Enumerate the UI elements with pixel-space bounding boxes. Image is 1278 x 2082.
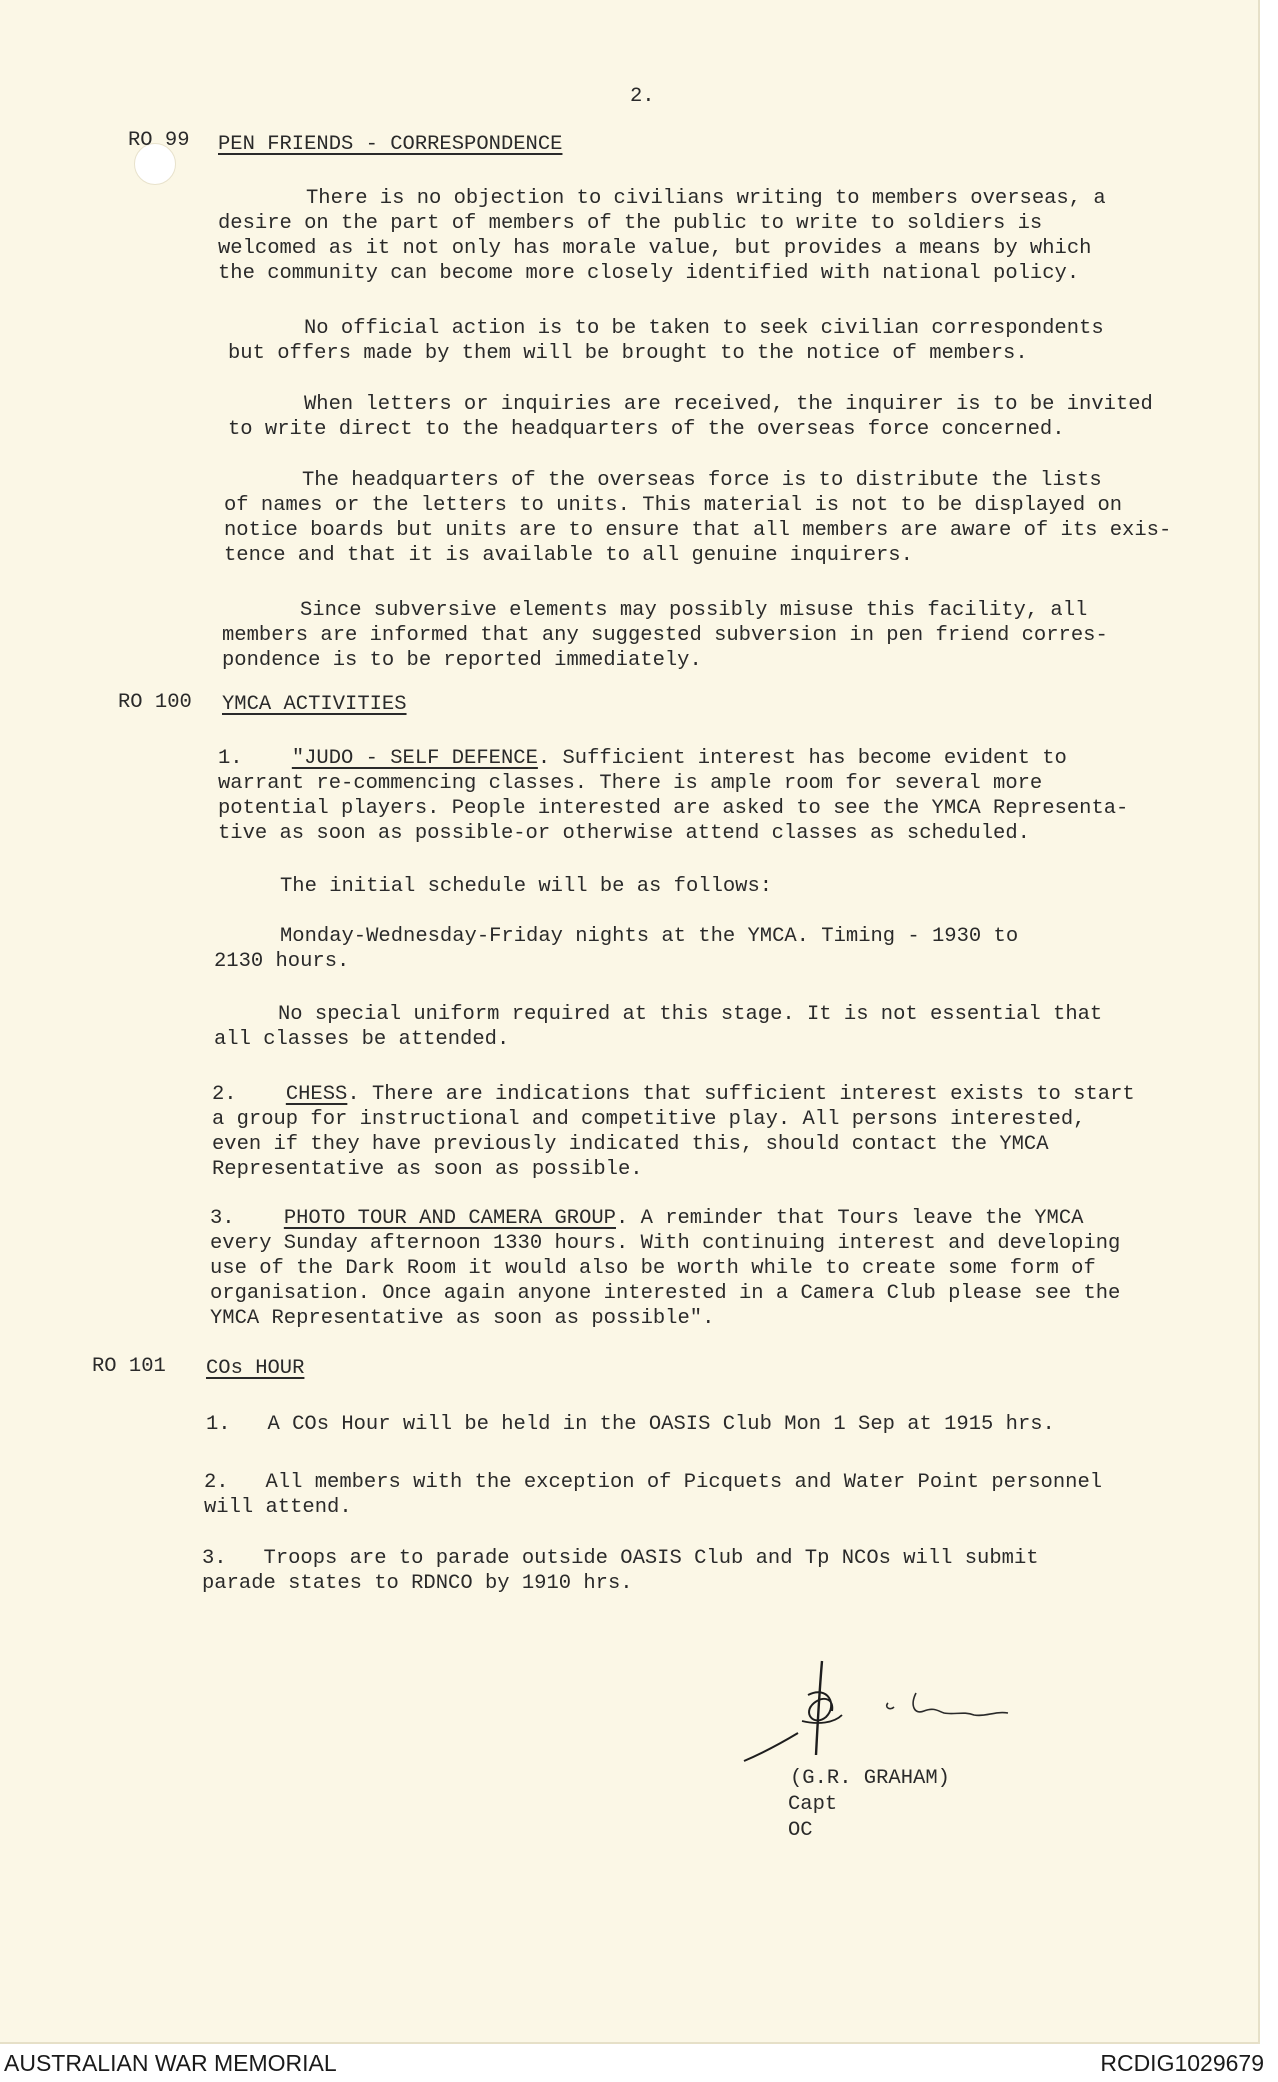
page-number: 2. (630, 85, 655, 108)
footer-record-id: RCDIG1029679 (1100, 2050, 1264, 2076)
paragraph: When letters or inquiries are received, the inquirer is to be invited to write direct to the headquarters of the overseas force concerned. (228, 393, 1153, 441)
paragraph: Since subversive elements may possibly misuse this facility, all members are informed that any suggested subversion in pen friend corres- pondence is to be reported immediately. (222, 599, 1108, 672)
section-heading-cos-hour: COs HOUR (206, 1357, 305, 1380)
paragraph: No official action is to be taken to seek civilian correspondents but offers made by them will be brought to the notice of members. (228, 317, 1104, 365)
section-heading-ymca: YMCA ACTIVITIES (222, 693, 407, 716)
list-item: 1. A COs Hour will be held in the OASIS Club Mon 1 Sep at 1915 hrs. (206, 1413, 1055, 1436)
section-ref-ro100: RO 100 (118, 691, 192, 714)
signatory-rank: Capt (788, 1793, 838, 1816)
section-ref-ro99: RO 99 (128, 129, 190, 152)
paragraph: There is no objection to civilians writing to members overseas, a desire on the part of members of the public to write to soldiers is welcomed as it not only has morale value, but provides a means by which the community can become more closely identified with national policy. (218, 187, 1106, 285)
paragraph: The initial schedule will be as follows: (280, 875, 773, 898)
paragraph: No special uniform required at this stage. It is not essential that all classes be attended. (214, 1003, 1103, 1051)
signatory-appointment: OC (788, 1819, 813, 1842)
paragraph: Monday-Wednesday-Friday nights at the YMCA. Timing - 1930 to 2130 hours. (214, 925, 1019, 973)
paragraph: The headquarters of the overseas force is to distribute the lists of names or the letters to units. This material is not to be displayed on notice boards but units are to ensure that all members are aware of its exis- tence and that it is available to all genuine inquirers. (224, 469, 1172, 567)
section-ref-ro101: RO 101 (92, 1355, 166, 1378)
signatory-name: (G.R. GRAHAM) (790, 1767, 950, 1790)
list-item: 2. All members with the exception of Picquets and Water Point personnel will attend. (204, 1471, 1103, 1519)
section-heading-pen-friends: PEN FRIENDS - CORRESPONDENCE (218, 133, 563, 156)
footer-institution: AUSTRALIAN WAR MEMORIAL (4, 2050, 337, 2076)
list-item: 3. PHOTO TOUR AND CAMERA GROUP. A reminder that Tours leave the YMCA every Sunday afternoon 1330 hours. With continuing interest and developing use of the Dark Room it would also be worth while to create some form of organisation. Once again anyone interested in a Camera Club please see the YMCA Representative as soon as possible". (210, 1207, 1121, 1330)
list-item: 3. Troops are to parade outside OASIS Club and Tp NCOs will submit parade states to RDNCO by 1910 hrs. (202, 1547, 1039, 1595)
handwritten-signature (738, 1655, 1058, 1775)
list-item: 1. "JUDO - SELF DEFENCE. Sufficient interest has become evident to warrant re-commencing classes. There is ample room for several more potential players. People interested are asked to see the YMCA Representa- tive as soon as possible-or otherwise attend classes as scheduled. (218, 747, 1129, 845)
list-item: 2. CHESS. There are indications that sufficient interest exists to start a group for instructional and competitive play. All persons interested, even if they have previously indicated this, should contact the YMCA Representative as soon as possible. (212, 1083, 1135, 1181)
